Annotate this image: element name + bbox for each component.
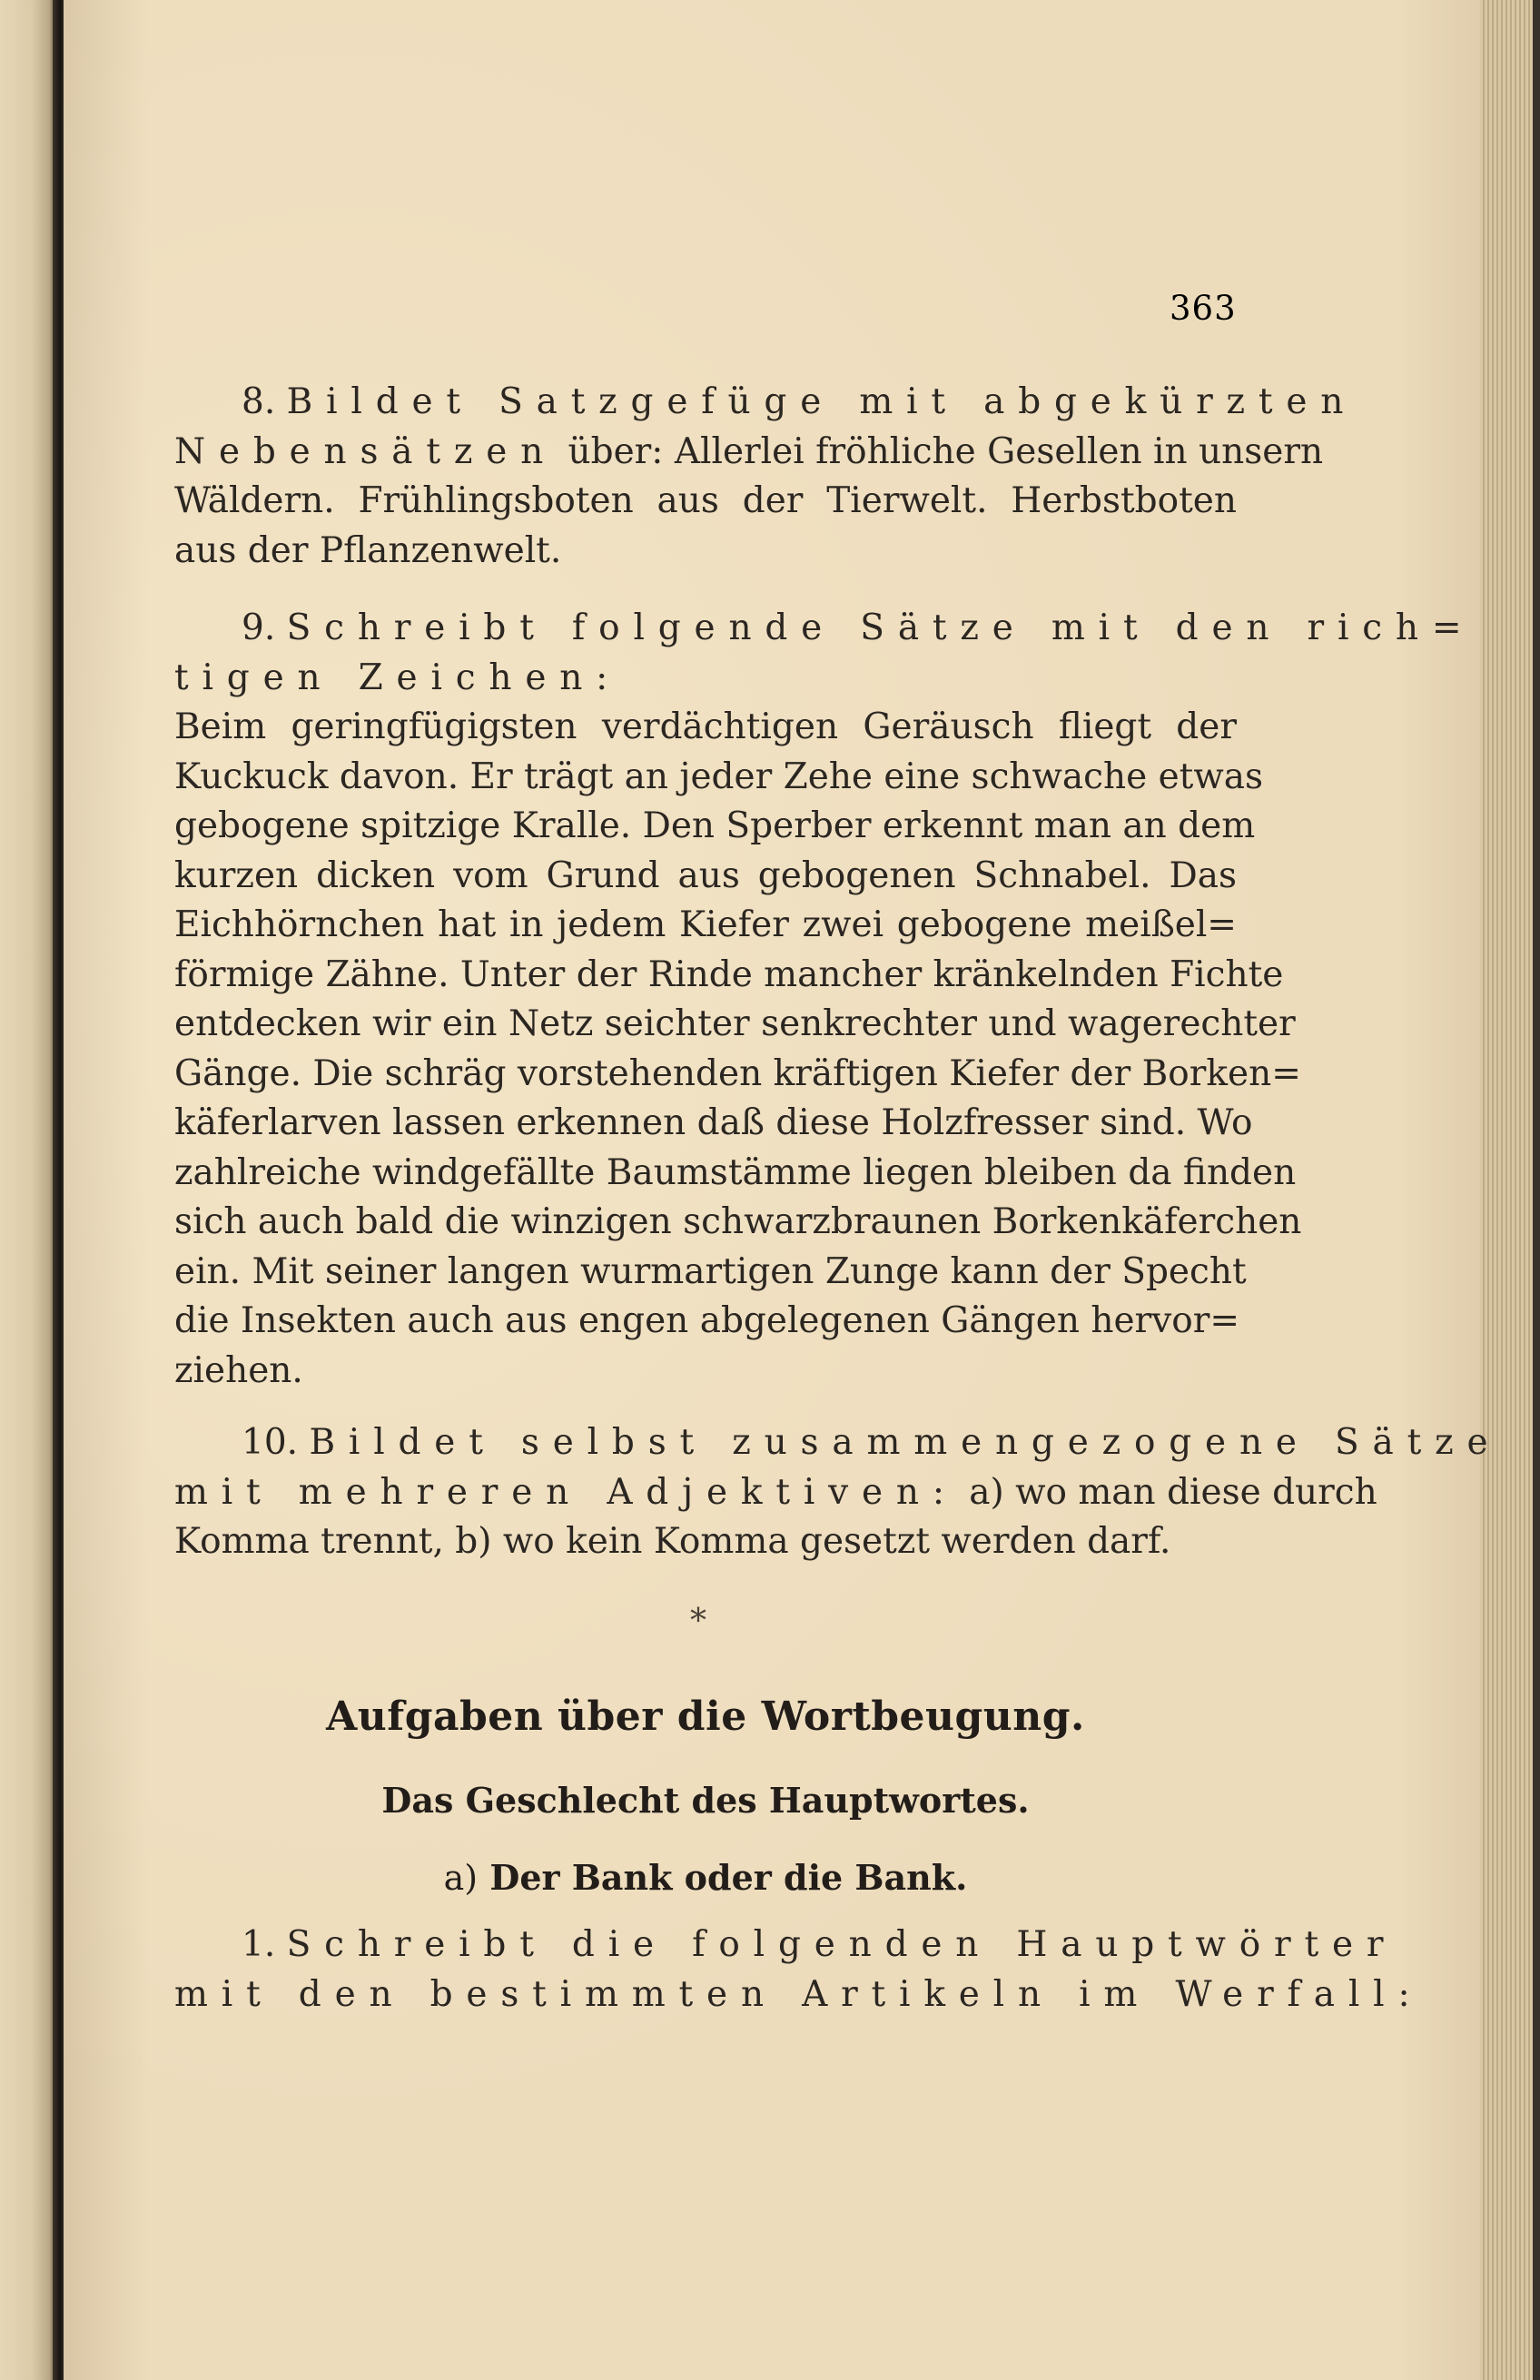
section-separator: * bbox=[690, 1603, 706, 1640]
exercise-1-task-cont: mit den bestimmten Artikeln im Werfall: bbox=[174, 1973, 1424, 2015]
exercise-9-text-line: Eichhörnchen hat in jedem Kiefer zwei gebogene meißel= bbox=[174, 904, 1237, 945]
exercise-10-text: a) wo man diese durch bbox=[969, 1471, 1377, 1513]
exercise-10-task-cont: mit mehreren Adjektiven: bbox=[174, 1471, 958, 1513]
exercise-10-line-3: Komma trennt, b) wo kein Komma gesetzt werden darf. bbox=[174, 1521, 1171, 1562]
exercise-9-text-line: käferlarven lassen erkennen daß diese Holzfresser sind. Wo bbox=[174, 1102, 1253, 1143]
exercise-10-number: 10. bbox=[242, 1422, 299, 1463]
exercise-1-line-1 bbox=[174, 1921, 1397, 1970]
exercise-9-text-line: Gänge. Die schräg vorstehenden kräftigen Kiefer der Borken= bbox=[174, 1052, 1301, 1094]
exercise-10-task: Bildet selbst zusammengezogene Sätze bbox=[309, 1422, 1502, 1463]
exercise-8-task-cont: Nebensätzen bbox=[174, 430, 558, 472]
exercise-8-text: über: Allerlei fröhliche Gesellen in unsern bbox=[568, 430, 1324, 472]
facing-page-edge bbox=[0, 0, 58, 2380]
exercise-9-text-line: ein. Mit seiner langen wurmartigen Zunge kann der Specht bbox=[174, 1250, 1247, 1292]
exercise-9-task: Schreibt folgende Sätze mit den rich= bbox=[286, 607, 1476, 648]
exercise-8-line-1 bbox=[174, 378, 1357, 428]
exercise-8 bbox=[174, 378, 1357, 576]
exercise-10-line-2 bbox=[174, 1468, 1377, 1518]
exercise-9-text-line: entdecken wir ein Netz seichter senkrechter und wagerechter bbox=[174, 1003, 1296, 1044]
exercise-8-number: 8. bbox=[242, 381, 276, 422]
exercise-8-line-4: aus der Pflanzenwelt. bbox=[174, 529, 562, 571]
section-title: Aufgaben über die Wortbeugung. bbox=[326, 1694, 1085, 1740]
exercise-10-line-1 bbox=[174, 1418, 1502, 1468]
exercise-9-text-line: Beim geringfügigsten verdächtigen Geräusch fliegt der bbox=[174, 706, 1237, 747]
exercise-9-text-line: die Insekten auch aus engen abgelegenen Gängen hervor= bbox=[174, 1300, 1240, 1341]
exercise-9-number: 9. bbox=[242, 607, 276, 648]
exercise-8-task: Bildet Satzgefüge mit abgekürzten bbox=[286, 381, 1357, 422]
page-edges bbox=[1480, 0, 1540, 2380]
exercise-9-text-line: kurzen dicken vom Grund aus gebogenen Schnabel. Das bbox=[174, 854, 1237, 896]
exercise-10 bbox=[174, 1418, 1502, 1567]
exercise-9-text-line: sich auch bald die winzigen schwarzbraunen Borkenkäferchen bbox=[174, 1201, 1302, 1242]
exercise-9 bbox=[174, 604, 1476, 1396]
exercise-9-line-1 bbox=[174, 604, 1476, 654]
sub-subtitle-prefix: a) bbox=[443, 1858, 479, 1898]
exercise-1 bbox=[174, 1921, 1424, 2020]
sub-subtitle-text: Der Bank oder die Bank. bbox=[489, 1857, 968, 1898]
section-sub-subtitle bbox=[174, 1857, 1237, 1898]
exercise-1-task: Schreibt die folgenden Hauptwörter bbox=[286, 1924, 1397, 1965]
exercise-9-text-line: förmige Zähne. Unter der Rinde mancher kränkelnden Fichte bbox=[174, 953, 1284, 995]
exercise-9-task-cont: tigen Zeichen: bbox=[174, 657, 622, 698]
exercise-8-line-2 bbox=[174, 428, 1324, 478]
section-subtitle: Das Geschlecht des Hauptwortes. bbox=[381, 1780, 1030, 1821]
page-number: 363 bbox=[1170, 289, 1237, 328]
exercise-1-number: 1. bbox=[242, 1924, 276, 1965]
exercise-8-line-3: Wäldern. Frühlingsboten aus der Tierwelt. Herbstboten bbox=[174, 480, 1237, 521]
exercise-9-text-line: zahlreiche windgefällte Baumstämme liegen bleiben da finden bbox=[174, 1151, 1297, 1193]
exercise-9-text-line: gebogene spitzige Kralle. Den Sperber erkennt man an dem bbox=[174, 805, 1256, 846]
exercise-9-text-line: Kuckuck davon. Er trägt an jeder Zehe eine schwache etwas bbox=[174, 755, 1264, 797]
exercise-9-text-line: ziehen. bbox=[174, 1349, 303, 1391]
